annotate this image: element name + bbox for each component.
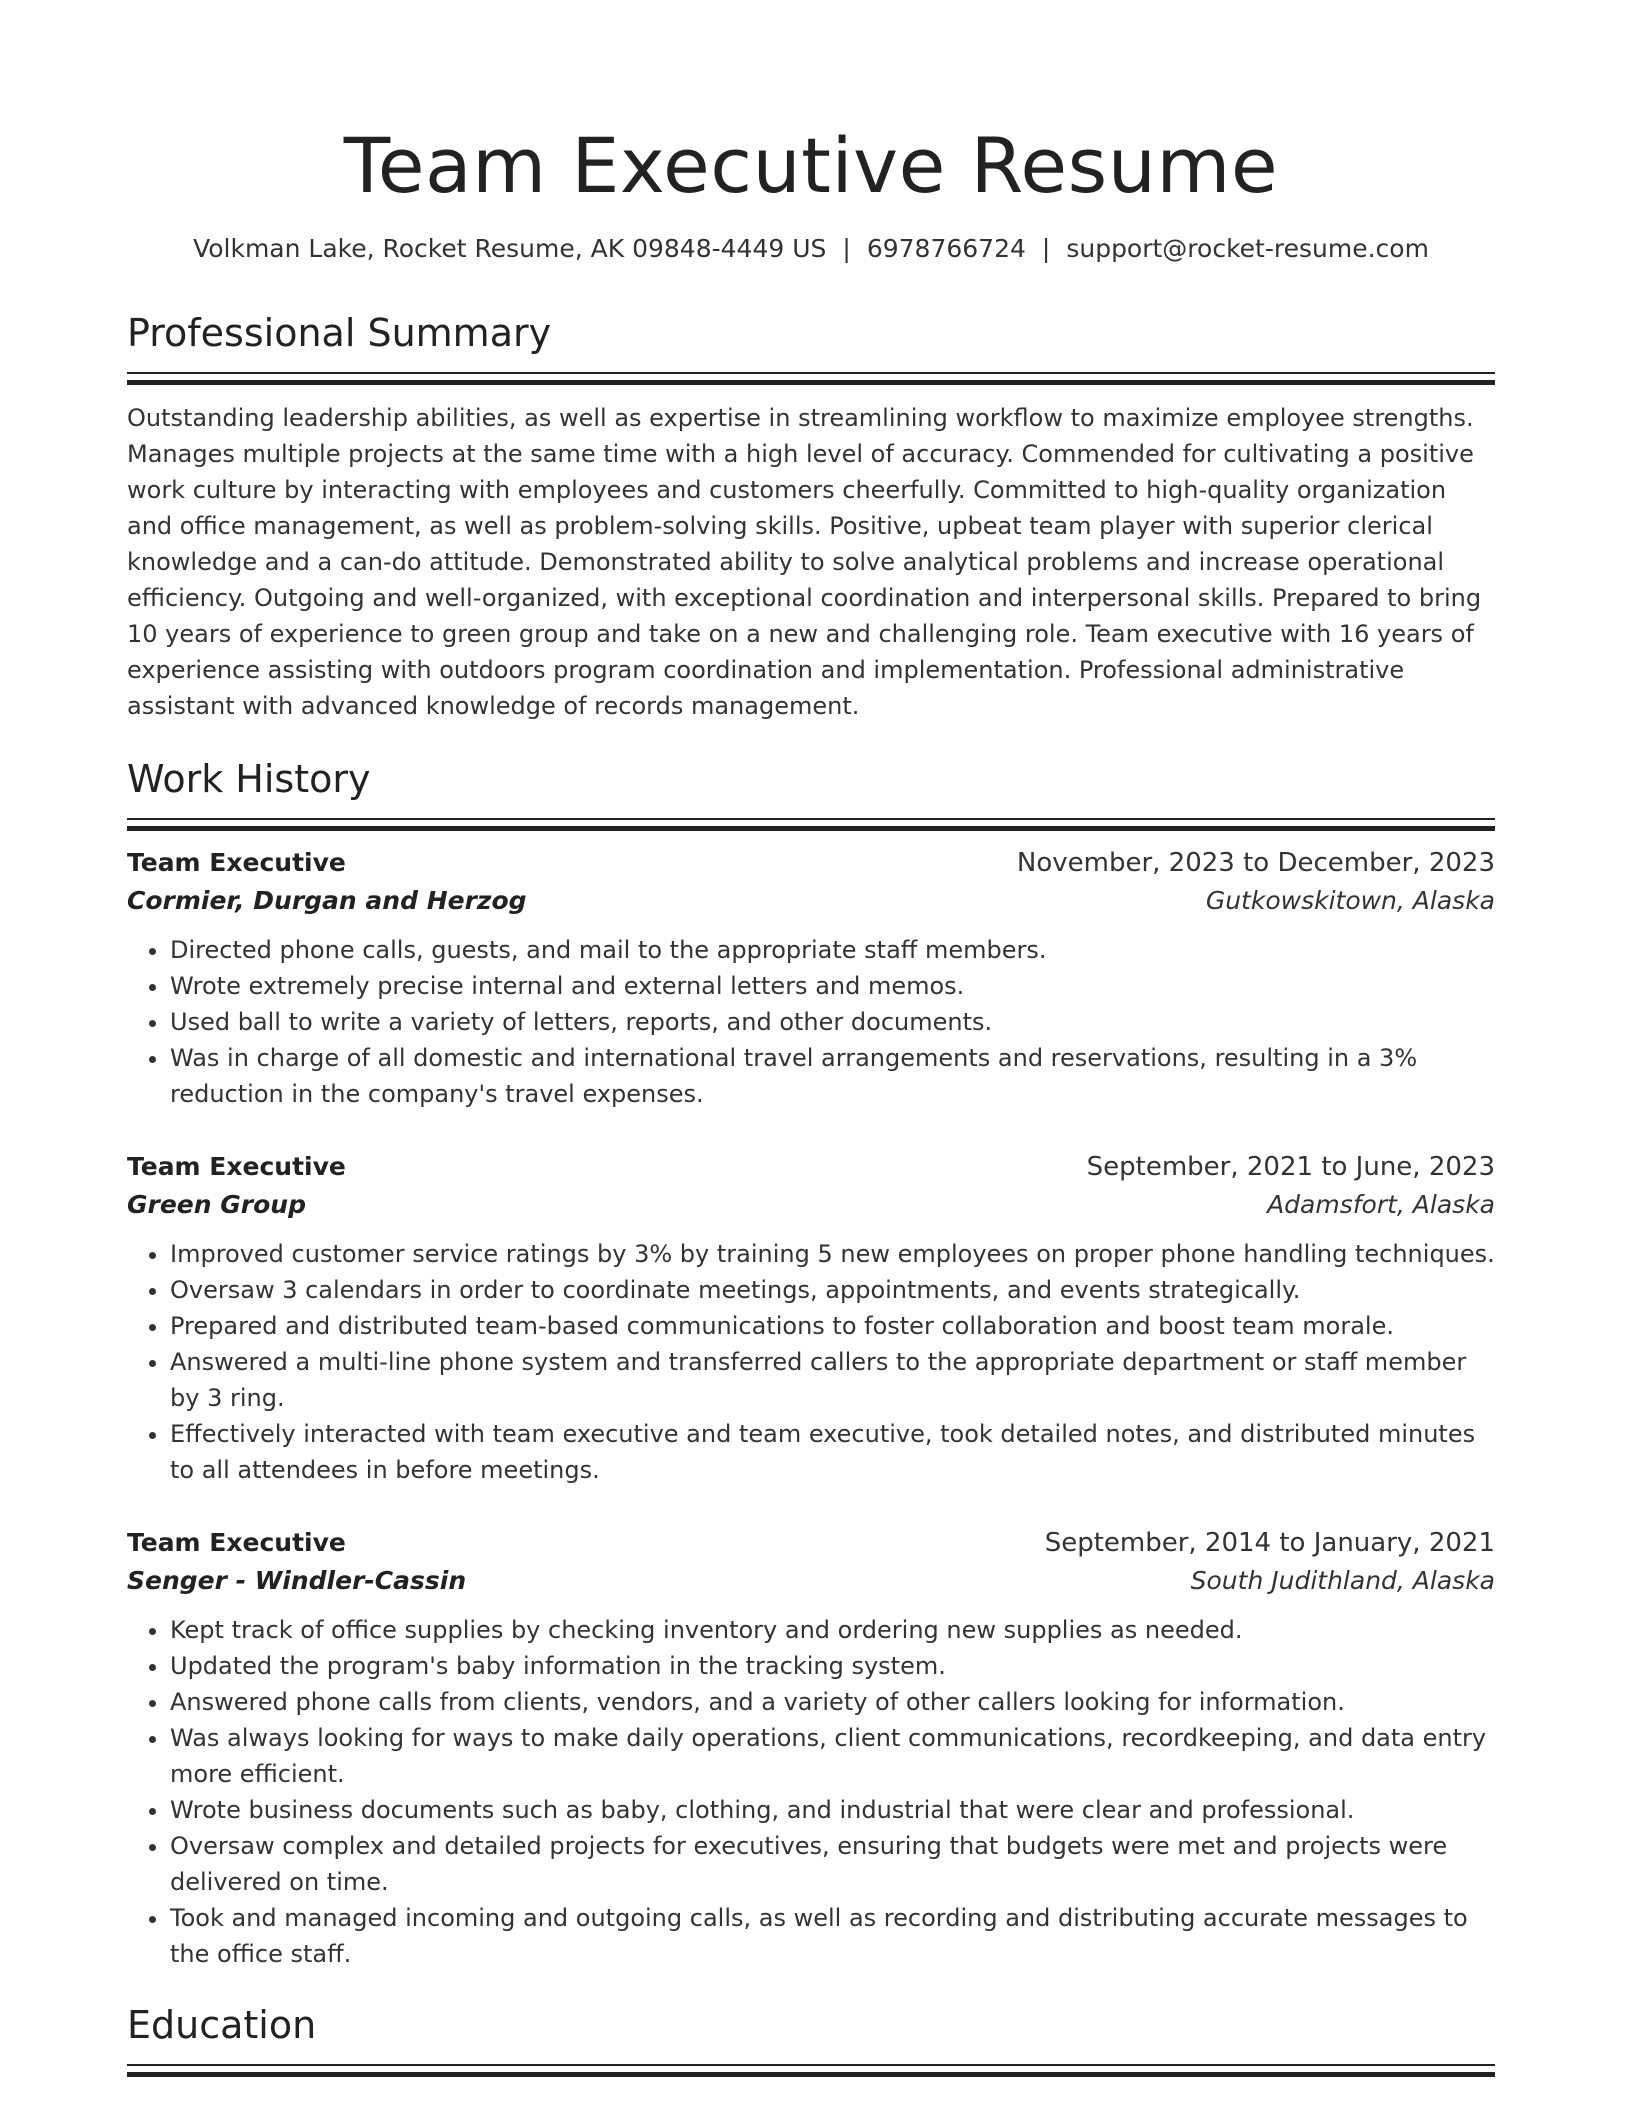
contact-line: [127, 232, 1495, 266]
job-bullet: • Used ball to write a variety of letters, reports, and other documents.: [170, 1004, 1495, 1040]
section-divider: [127, 372, 1495, 374]
job-bullet-list: [127, 932, 1495, 1112]
job-bullet: • Directed phone calls, guests, and mail to the appropriate staff members.: [170, 932, 1495, 968]
professional-summary-section: [127, 308, 1495, 724]
job-bullet: • Wrote business documents such as baby, clothing, and industrial that were clear and professional.: [170, 1792, 1495, 1828]
section-heading-summary: Professional Summary: [127, 311, 552, 355]
job-entry: [127, 1148, 1495, 1488]
job-bullet: • Was always looking for ways to make daily operations, client communications, recordkeeping, and data entry more efficient.: [170, 1720, 1495, 1792]
job-title: Team Executive: [127, 848, 346, 877]
job-dates: September, 2021 to June, 2023: [1086, 1152, 1495, 1182]
section-divider: [127, 818, 1495, 820]
education-section: [127, 2000, 1495, 2066]
job-bullet: • Updated the program's baby information in the tracking system.: [170, 1648, 1495, 1684]
section-heading-education: Education: [127, 2003, 317, 2047]
contact-address: Volkman Lake, Rocket Resume, AK 09848-4449 US: [193, 234, 827, 263]
job-dates: September, 2014 to January, 2021: [1044, 1528, 1495, 1558]
contact-email: support@rocket-resume.com: [1066, 234, 1429, 263]
job-bullet: • Effectively interacted with team executive and team executive, took detailed notes, and distributed minutes to all attendees in before meetings.: [170, 1416, 1495, 1488]
job-bullet: • Oversaw 3 calendars in order to coordinate meetings, appointments, and events strategically.: [170, 1272, 1495, 1308]
job-bullet-list: [127, 1612, 1495, 1972]
job-bullet: • Improved customer service ratings by 3% by training 5 new employees on proper phone handling techniques.: [170, 1236, 1495, 1272]
job-location: South Judithland, Alaska: [1190, 1566, 1495, 1595]
resume-page: [127, 0, 1495, 2066]
job-bullet: • Prepared and distributed team-based communications to foster collaboration and boost team morale.: [170, 1308, 1495, 1344]
job-dates: November, 2023 to December, 2023: [1016, 848, 1495, 878]
job-title: Team Executive: [127, 1528, 346, 1557]
job-title: Team Executive: [127, 1152, 346, 1181]
contact-separator: |: [842, 234, 851, 263]
summary-text: Outstanding leadership abilities, as well as expertise in streamlining workflow to maximize employee strengths. Manages multiple projects at the same time with a high level of accuracy. Commended for cultivating a positive work culture by interacting with employees and customers cheerfully. Committed to high-quality organization and office management, as well as problem-solving skills. Positive, upbeat team player with superior clerical knowledge and a can-do attitude. Demonstrated ability to solve analytical problems and increase operational efficiency. Outgoing and well-organized, with exceptional coordination and interpersonal skills. Prepared to bring 10 years of experience to green group and take on a new and challenging role. Team executive with 16 years of experience assisting with outdoors program coordination and implementation. Professional administrative assistant with advanced knowledge of records management.: [127, 404, 1482, 720]
job-bullet: • Wrote extremely precise internal and external letters and memos.: [170, 968, 1495, 1004]
contact-separator: |: [1041, 234, 1051, 263]
job-bullet: • Was in charge of all domestic and international travel arrangements and reservations, resulting in a 3% reduction in the company's travel expenses.: [170, 1040, 1495, 1112]
job-bullet: • Answered phone calls from clients, vendors, and a variety of other callers looking for information.: [170, 1684, 1495, 1720]
job-entry: [127, 844, 1495, 1112]
work-history-section: [127, 754, 1495, 1972]
job-bullet: • Oversaw complex and detailed projects for executives, ensuring that budgets were met and projects were delivered on time.: [170, 1828, 1495, 1900]
section-divider: [127, 2064, 1495, 2066]
job-company: Green Group: [127, 1190, 306, 1219]
job-company: Cormier, Durgan and Herzog: [127, 886, 527, 915]
job-bullet: • Kept track of office supplies by checking inventory and ordering new supplies as needed.: [170, 1612, 1495, 1648]
job-bullet: • Answered a multi-line phone system and transferred callers to the appropriate department or staff member by 3 ring.: [170, 1344, 1495, 1416]
job-location: Adamsfort, Alaska: [1267, 1190, 1495, 1219]
section-heading-work-history: Work History: [127, 757, 371, 801]
contact-phone: 6978766724: [866, 234, 1026, 263]
job-company: Senger - Windler-Cassin: [127, 1566, 467, 1595]
job-location: Gutkowskitown, Alaska: [1205, 886, 1495, 915]
resume-title: Team Executive Resume: [343, 121, 1279, 210]
job-entry: [127, 1524, 1495, 1972]
job-bullet: • Took and managed incoming and outgoing calls, as well as recording and distributing accurate messages to the office staff.: [170, 1900, 1495, 1972]
job-bullet-list: [127, 1236, 1495, 1488]
